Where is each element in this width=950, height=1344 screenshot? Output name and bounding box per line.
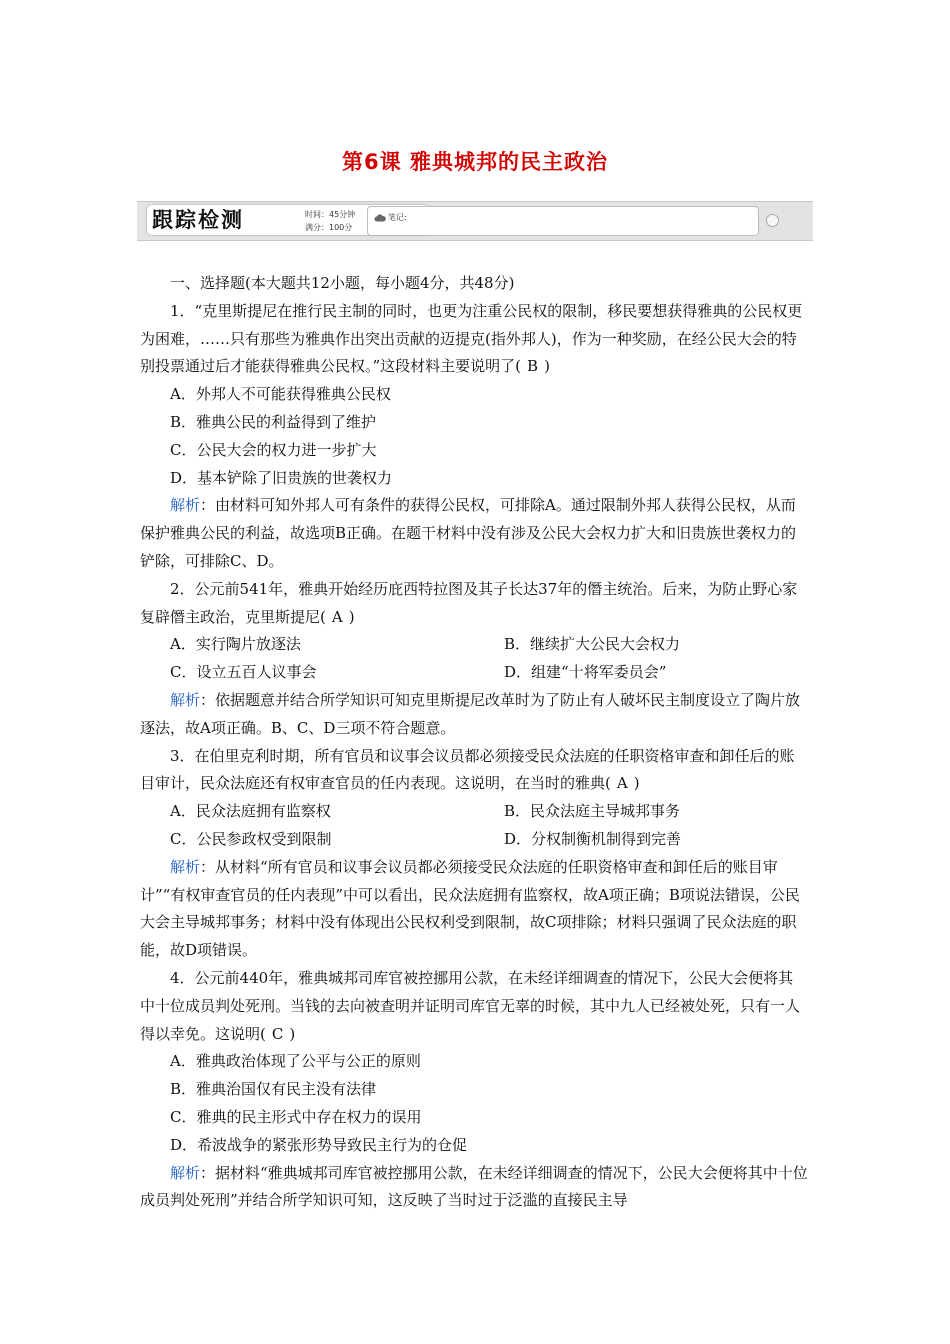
question-stem: [140, 576, 808, 632]
stem-close: ): [633, 774, 640, 793]
analysis-text: ：据材料“雅典城邦司库官被控挪用公款，在未经详细调查的情况下，公民大会便将其中十位成员判处死刑”并结合所学知识可知，这反映了当时过于泛滥的直接民主导: [140, 1163, 808, 1210]
exam-meta: [305, 208, 355, 234]
analysis-label: 解析: [170, 690, 201, 709]
option: A．民众法庭拥有监察权: [170, 802, 331, 821]
cloud-icon: [374, 214, 386, 222]
section-heading: 一、选择题(本大题共12小题，每小题4分，共48分): [170, 274, 515, 292]
question-stem: [140, 965, 808, 1048]
question-content: [140, 270, 808, 1215]
option: C．公民参政权受到限制: [170, 829, 332, 848]
option: D．组建“十将军委员会”: [504, 663, 667, 682]
analysis: [140, 854, 808, 965]
circle-icon: [766, 214, 779, 227]
answer: B: [527, 357, 539, 376]
option: A．实行陶片放逐法: [170, 635, 301, 654]
option: A．雅典政治体现了公平与公正的原则: [170, 1052, 421, 1071]
stem-close: ): [289, 1024, 296, 1043]
analysis-text: ：从材料“所有官员和议事会议员都必须接受民众法庭的任职资格审查和卸任后的账目审计”“有权审查官员的任内表现”中可以看出，民众法庭拥有监察权，故A项正确；B项说法错误，公民大会主导城邦事务；材料中没有体现出公民权利受到限制，故C项排除；材料只强调了民众法庭的职能，故D项错误。: [140, 857, 800, 960]
option: B．雅典公民的利益得到了维护: [170, 412, 377, 431]
option: B．民众法庭主导城邦事务: [504, 802, 681, 821]
analysis: [140, 492, 808, 575]
option-row: [140, 826, 808, 854]
stem-text: 2．公元前541年，雅典开始经历庇西特拉图及其子长达37年的僭主统治。后来，为防止野心家复辟僭主政治，克里斯提尼(: [140, 579, 798, 626]
option: C．设立五百人议事会: [170, 663, 317, 682]
stem-text: 1．“克里斯提尼在推行民主制的同时，也更为注重公民权的限制，移民要想获得雅典的公民权更为困难，……只有那些为雅典作出突出贡献的迈提克(指外邦人)，作为一种奖励，在经公民大会的特别投票通过后才能获得雅典公民权。”这段材料主要说明了(: [140, 301, 803, 376]
notes-field[interactable]: [367, 206, 759, 236]
option-row: [140, 798, 808, 826]
analysis-label: 解析: [170, 1163, 201, 1182]
notes-label-group: [374, 212, 407, 223]
question-stem: [140, 743, 808, 799]
option: C．公民大会的权力进一步扩大: [170, 440, 377, 459]
option: D．希波战争的紧张形势导致民主行为的仓促: [170, 1135, 468, 1154]
option: B．继续扩大公民大会权力: [504, 635, 681, 654]
analysis: [140, 1160, 808, 1216]
answer: C: [271, 1024, 284, 1043]
stem-close: ): [544, 357, 550, 376]
analysis-text: ：由材料可知外邦人可有条件的获得公民权，可排除A。通过限制外邦人获得公民权，从而保护雅典公民的利益，故选项B正确。在题干材料中没有涉及公民大会权力扩大和旧贵族世袭权力的铲除，可排除C、D。: [140, 496, 797, 570]
tracking-banner: [137, 201, 813, 241]
answer: A: [331, 607, 343, 626]
option-row: [140, 659, 808, 687]
option-row: [140, 631, 808, 659]
option: D．基本铲除了旧贵族的世袭权力: [170, 468, 393, 487]
option: D．分权制衡机制得到完善: [504, 829, 682, 848]
stem-close: ): [348, 607, 355, 626]
stem-text: 3．在伯里克利时期，所有官员和议事会议员都必须接受民众法庭的任职资格审查和卸任后的账目审计，民众法庭还有权审查官员的任内表现。这说明，在当时的雅典(: [140, 746, 795, 793]
analysis-label: 解析: [170, 857, 201, 876]
banner-title: 跟踪检测: [147, 205, 429, 235]
notes-label: 笔记:: [388, 213, 407, 222]
option: B．雅典治国仅有民主没有法律: [170, 1080, 377, 1099]
analysis-label: 解析: [170, 496, 201, 515]
analysis: [140, 687, 808, 743]
time-limit: 时间：45分钟: [305, 210, 356, 219]
stem-text: 4．公元前440年，雅典城邦司库官被控挪用公款，在未经详细调查的情况下，公民大会便将其中十位成员判处死刑。当钱的去向被查明并证明司库官无辜的时候，其中九人已经被处死，只有一人得以幸免。这说明(: [140, 968, 801, 1043]
option: A．外邦人不可能获得雅典公民权: [170, 385, 391, 404]
answer: A: [616, 774, 628, 793]
question-stem: [140, 298, 808, 381]
page-title: 第6课 雅典城邦的民主政治: [342, 150, 608, 174]
full-score: 满分：100分: [305, 223, 353, 232]
option: C．雅典的民主形式中存在权力的误用: [170, 1107, 422, 1126]
analysis-text: ：依据题意并结合所学知识可知克里斯提尼改革时为了防止有人破坏民主制度设立了陶片放逐法，故A项正确。B、C、D三项不符合题意。: [140, 690, 801, 737]
